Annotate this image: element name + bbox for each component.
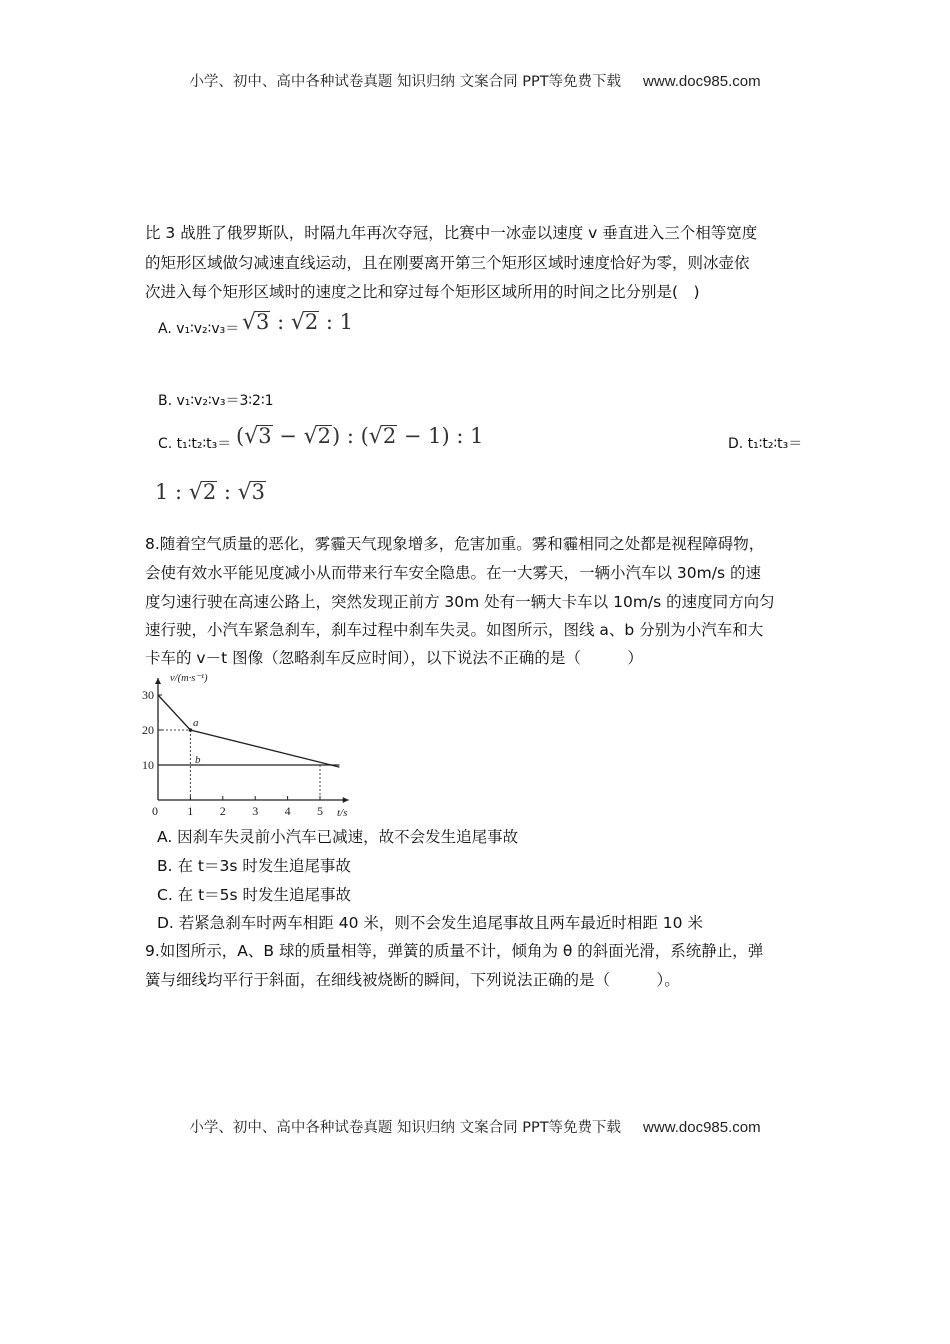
chart-axes [155,678,349,803]
series-label-a: a [193,717,199,729]
q8-option-b: B. 在 t＝3s 时发生追尾事故 [157,857,351,875]
x-tick-label-4: 4 [284,804,291,818]
q8-line-3: 度匀速行驶在高速公路上，突然发现正前方 30m 处有一辆大卡车以 10m/s 的速度同方向匀 [145,593,775,611]
q8-line-5: 卡车的 v－t 图像（忽略刹车反应时间），以下说法不正确的是（ ） [145,649,643,667]
q8-option-a: A. 因刹车失灵前小汽车已减速，故不会发生追尾事故 [157,828,519,846]
y-tick-label-20: 20 [142,723,154,737]
q7-option-c-formula: (√3 − √2) : (√2 − 1) : 1 [236,424,484,449]
q8-option-c: C. 在 t＝5s 时发生追尾事故 [157,886,352,904]
y-tick-label-10: 10 [142,758,154,772]
header-site: www.doc985.com [643,73,761,90]
chart-x-axis-label: t/s [337,807,348,819]
q7-line-2: 的矩形区域做匀减速直线运动，且在刚要离开第三个矩形区域时速度恰好为零，则冰壶依 [145,254,750,272]
q9-line-2: 簧与细线均平行于斜面，在细线被烧断的瞬间，下列说法正确的是（ ）。 [145,971,680,989]
q8-option-d: D. 若紧急刹车时两车相距 40 米，则不会发生追尾事故且两车最近时相距 10 米 [157,914,703,932]
footer-site: www.doc985.com [643,1119,761,1136]
q7-option-a-formula: √3 : √2 : 1 [242,310,354,335]
x-tick-label-2: 2 [219,804,226,818]
header-text: 小学、初中、高中各种试卷真题 知识归纳 文案合同 PPT等免费下载 [189,74,622,90]
chart-y-axis-label: v/(m·s⁻¹) [170,673,208,684]
chart-series [158,695,339,767]
q8-line-2: 会使有效水平能见度减小从而带来行车安全隐患。在一大雾天，一辆小汽车以 30m/s 的速 [145,564,761,582]
q8-line-1: 8.随着空气质量的恶化，雾霾天气现象增多，危害加重。雾和霾相同之处都是视程障碍物， [145,535,765,553]
q7-option-a: A. v₁∶v₂∶v₃＝ [158,321,240,337]
vt-chart [138,670,358,820]
page-header [0,70,950,91]
series-label-b: b [195,754,201,766]
y-axis-arrow [155,678,161,684]
q8-line-4: 速行驶，小汽车紧急刹车，刹车过程中刹车失灵。如图所示，图线 a、b 分别为小汽车和大 [145,621,764,639]
q7-option-c: C. t₁∶t₂∶t₃＝ [158,436,232,452]
q9-line-1: 9.如图所示，A、B 球的质量相等，弹簧的质量不计，倾角为 θ 的斜面光滑，系统静止，弹 [145,942,764,960]
x-tick-label-0: 0 [152,804,158,818]
footer-text: 小学、初中、高中各种试卷真题 知识归纳 文案合同 PPT等免费下载 [189,1120,622,1136]
q7-line-3: 次进入每个矩形区域时的速度之比和穿过每个矩形区域所用的时间之比分别是( ) [145,283,700,301]
q7-option-b: B. v₁∶v₂∶v₃＝3∶2∶1 [158,393,274,409]
q7-line-1: 比 3 战胜了俄罗斯队，时隔九年再次夺冠，比赛中一冰壶以速度 v 垂直进入三个相等宽度 [145,224,758,242]
y-tick-label-30: 30 [142,688,154,702]
point-a-break [189,728,193,732]
q7-option-d-formula: 1 : √2 : √3 [155,480,266,505]
page-footer [0,1116,950,1137]
x-tick-label-3: 3 [252,804,259,818]
x-axis-arrow [343,797,349,803]
x-tick-label-5: 5 [317,804,323,818]
q7-option-d: D. t₁∶t₂∶t₃＝ [728,436,803,452]
x-tick-label-1: 1 [187,804,194,818]
series-line-a [158,695,339,767]
